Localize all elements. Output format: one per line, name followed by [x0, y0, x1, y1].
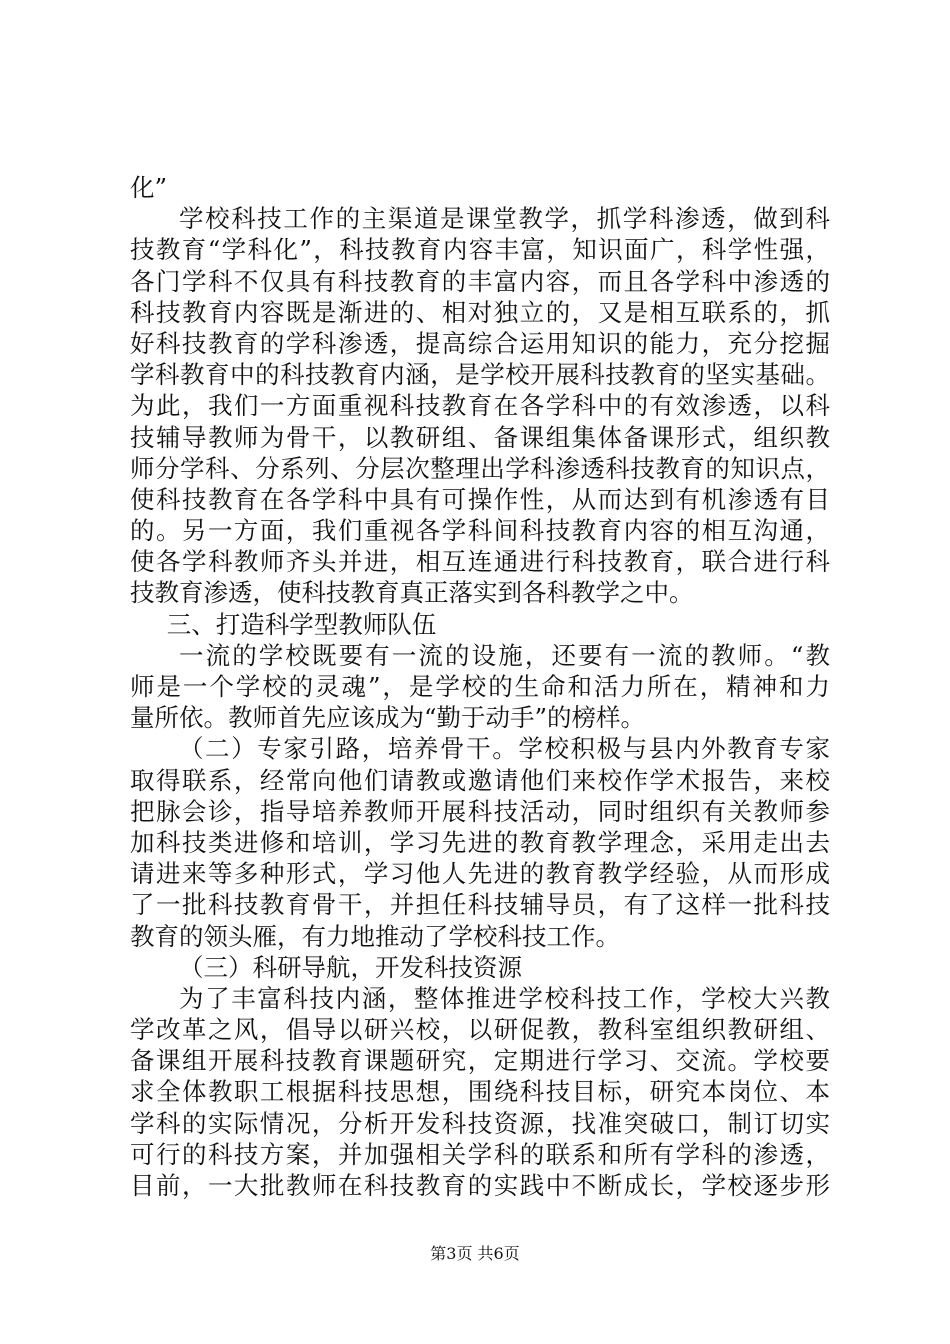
text-line: 化” — [130, 173, 168, 202]
page-footer: 第3页 共6页 — [430, 1244, 520, 1263]
text-line: 的。另一方面，我们重视各学科间科技教育内容的相互沟通， — [130, 516, 830, 546]
text-line: 可行的科技方案，并加强相关学科的联系和所有学科的渗透， — [130, 1139, 830, 1169]
text-line: 加科技类进修和培训，学习先进的教育教学理念，采用走出去 — [130, 827, 830, 857]
text-line: 量所依。教师首先应该成为“勤于动手”的榜样。 — [130, 703, 646, 733]
text-line: 为此，我们一方面重视科技教育在各学科中的有效渗透，以科 — [130, 391, 830, 421]
text-line: 目前，一大批教师在科技教育的实践中不断成长，学校逐步形 — [130, 1171, 830, 1200]
text-line: 教育的领头雁，有力地推动了学校科技工作。 — [130, 921, 620, 951]
text-line: 技教育“学科化”，科技教育内容丰富，知识面广，科学性强， — [130, 235, 830, 265]
text-line: 使科技教育在各学科中具有可操作性，从而达到有机渗透有目 — [130, 484, 830, 514]
text-line: 师是一个学校的灵魂”，是学校的生命和活力所在，精神和力 — [130, 672, 830, 701]
text-line: （三）科研导航，开发科技资源 — [179, 952, 522, 982]
text-line: 技教育渗透，使科技教育真正落实到各科教学之中。 — [130, 578, 694, 608]
text-line: 各门学科不仅具有科技教育的丰富内容，而且各学科中渗透的 — [130, 266, 830, 296]
text-line: 备课组开展科技教育课题研究，定期进行学习、交流。学校要 — [130, 1046, 830, 1076]
text-line: 三、打造科学型教师队伍 — [166, 609, 437, 639]
text-line: 取得联系，经常向他们请教或邀请他们来校作学术报告，来校 — [130, 765, 830, 795]
text-line: 一流的学校既要有一流的设施，还要有一流的教师。“教 — [179, 640, 830, 670]
text-line: 把脉会诊，指导培养教师开展科技活动，同时组织有关教师参 — [130, 796, 830, 826]
text-line: 学改革之风，倡导以研兴校，以研促教，教科室组织教研组、 — [130, 1015, 830, 1045]
text-line: 使各学科教师齐头并进，相互连通进行科技教育，联合进行科 — [130, 547, 830, 577]
text-line: 为了丰富科技内涵，整体推进学校科技工作，学校大兴教 — [179, 983, 830, 1013]
text-line: 好科技教育的学科渗透，提高综合运用知识的能力，充分挖掘 — [130, 328, 830, 358]
text-line: 技辅导教师为骨干，以教研组、备课组集体备课形式，组织教 — [130, 422, 830, 452]
text-line: 学科教育中的科技教育内涵，是学校开展科技教育的坚实基础。 — [130, 360, 830, 390]
text-line: 学科的实际情况，分析开发科技资源，找准突破口，制订切实 — [130, 1108, 830, 1138]
text-line: 学校科技工作的主渠道是课堂教学，抓学科渗透，做到科 — [179, 204, 830, 234]
text-line: 求全体教职工根据科技思想，围绕科技目标，研究本岗位、本 — [130, 1077, 830, 1107]
text-line: 科技教育内容既是渐进的、相对独立的，又是相互联系的，抓 — [130, 297, 830, 327]
text-line: 请进来等多种形式，学习他人先进的教育教学经验，从而形成 — [130, 859, 830, 889]
text-line: （二）专家引路，培养骨干。学校积极与县内外教育专家 — [179, 734, 830, 764]
text-line: 师分学科、分系列、分层次整理出学科渗透科技教育的知识点， — [130, 453, 830, 483]
document-body — [130, 172, 830, 1201]
text-line: 了一批科技教育骨干，并担任科技辅导员，有了这样一批科技 — [130, 890, 830, 920]
